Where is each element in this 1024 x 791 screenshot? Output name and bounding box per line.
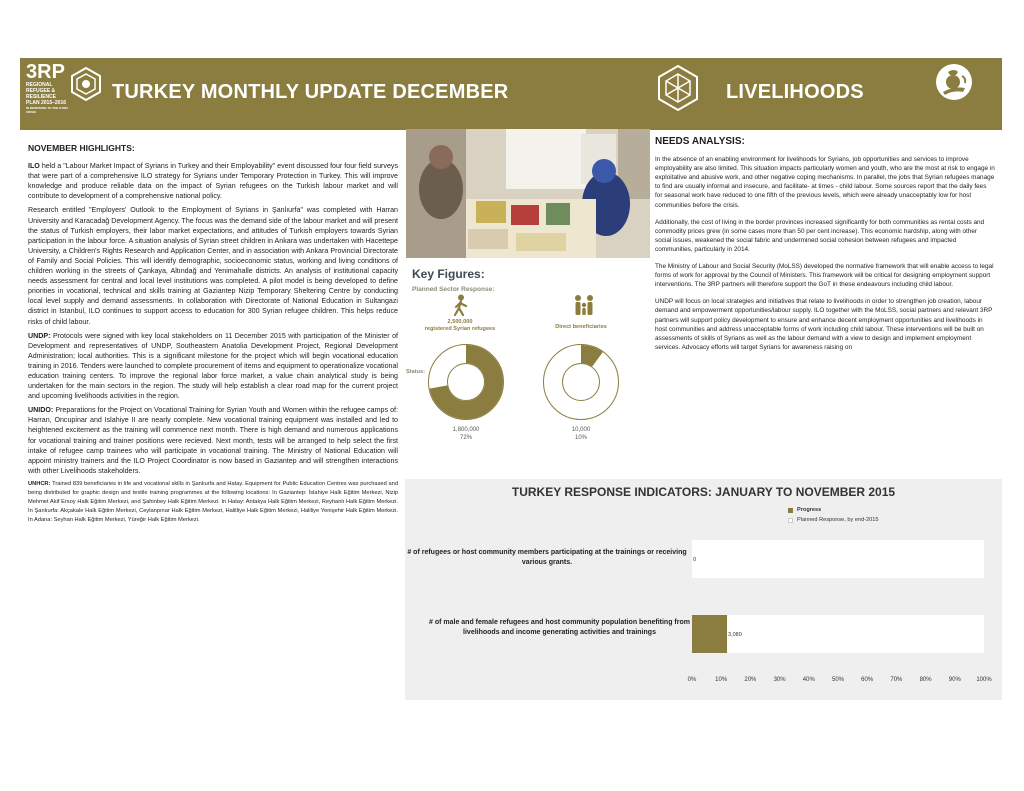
sector-title: LIVELIHOODS	[726, 81, 864, 103]
x-tick-label: 70%	[890, 677, 903, 683]
x-tick-label: 30%	[773, 677, 786, 683]
paragraph-text: held a "Labour Market Impact of Syrians in Turkey and their Employability" event discussed four four field surveys that were part of a comprehensive ILO strategy for Syrians under Temporary Protection in Turkey. This will improve knowledge and produce reliable data on the impact of Syrian refugees on the Turkish labour market and will contribute to development of a comprehensive national policy.	[28, 162, 398, 201]
category-label: # of refugees or host community members participating at the trainings or receiving various grants.	[407, 549, 687, 566]
x-tick-label: 80%	[919, 677, 932, 683]
logo-line: PLAN 2015–2016	[26, 100, 67, 106]
key-figures-subtitle: Planned Sector Response:	[412, 286, 495, 293]
planned-label: registered Syrian refugees	[424, 326, 496, 332]
refugees-status-percent: 72%	[459, 435, 472, 441]
bar-data-label: 0	[693, 557, 697, 563]
livelihoods-icon	[934, 62, 974, 102]
highlights-heading: NOVEMBER HIGHLIGHTS:	[28, 143, 135, 153]
highlight-paragraph	[28, 480, 398, 525]
paragraph-text: Trained 839 beneficiaries in life and vocational skills in Şanlıurfa and Hatay. Equipment for Public Education Centres was purchased and being distributed for graphic design and textile training programmes at the following locations: In Gaziantep: İslahiye Halk Eğitim Merkezi, Nizip Mehmet Akif Ersoy Halk Eğitim Merkezi, and Şahinbey Halk Eğitim Merkezi. In Hatay: Antakya Halk Eğitim Merkezi, Reyhanlı Halk Eğitim Merkezi. In Şanlıurfa: Akçakale Halk Eğitim Merkezi, Ceylanpınar Halk Eğitim Merkezi, Halilliye Halk Eğitim Merkezi, Haliliye Yenişehir Halk Eğitim Merkezi. In Adana: Seyhan Halk Eğitim Merkezi, Yüreğir Halk Eğitim Merkezi.	[28, 480, 398, 524]
x-tick-label: 60%	[861, 677, 874, 683]
agency-label: UNHCR:	[28, 480, 51, 487]
legend-label: Planned Response, by end-2015	[797, 517, 879, 523]
3rp-emblem-icon	[68, 66, 104, 102]
header-banner	[20, 58, 1002, 130]
agency-label: UNIDO:	[28, 406, 54, 415]
legend-label: Progress	[797, 507, 822, 513]
logo-line: RESILIENCE	[26, 94, 57, 100]
refugees-progress-ring	[426, 342, 506, 422]
x-tick-label: 20%	[744, 677, 757, 683]
bar-progress	[692, 615, 727, 653]
highlights-section	[28, 143, 398, 529]
needs-paragraph: UNDP will focus on local strategies and initiatives that relate to livelihoods in order to strengthen job creation, labour demand and empowerment opportunities/labour supply. ILO together with the MoLSS, social partners and relevant 3RP partners will support policy development to ensure and enhance decent employment opportunities and livelihoods in host communities and address unacceptable forms of work including child labour. These interventions will be built on assessments of skills of Syrians as well as the labour demand with a view to design and implement employment services. Advocacy efforts will target Syrians for awareness raising on	[655, 298, 993, 351]
key-figures-title: Key Figures:	[412, 267, 485, 281]
walking-person-icon	[450, 294, 472, 316]
paragraph-text: Preparations for the Project on Vocational Training for Syrian Youth and Women within the refugee camps of: Harran, Oncupinar and Islahiye II are nearly complete. New vocational training equipment was installed and led to heightened excitement as the training will commence next month. There is high demand and numerous applications for vocational training and trainer positions were recieved. Next month, tests will be arranged to help select the first intake of refugee camp trainees who will participate in vocational training. The Ministry of National Education will appoint ministry trainers and the ILO Project Coordinator is now based in Gaziantep and will strengthen interactions with other Livelihoods stakeholders.	[28, 406, 398, 475]
x-tick-label: 0%	[687, 677, 697, 683]
logo-line: REGIONAL	[26, 82, 53, 88]
key-figures-panel	[406, 262, 650, 446]
family-icon	[572, 294, 596, 316]
planned-value: 2,500,000	[447, 319, 473, 325]
needs-paragraph: The Ministry of Labour and Social Security (MoLSS) developed the normative framework that will enable access to legal forms of work for approval by the Council of Ministers. This framework will be critical for designing employment support interventions. The 3RP partners will therefore support the GoT in these endeavours including child labour.	[655, 263, 994, 289]
x-tick-label: 40%	[802, 677, 815, 683]
refugees-status-value: 1,800,000	[452, 427, 480, 433]
photo-illustration	[406, 129, 650, 258]
paragraph-text: Protocols were signed with key local stakeholders on 11 December 2015 with participation of the Minister of Development and representatives of UNDP, Southeastern Anatolia Development Project, Regional Development Administration; local authorities. This is a significant milestone for the project which will begin vocational education training in 2016. Tenders were launched to complete procurement of items and equipment to operationalize vocational education training centers. To improve the regional labor force market, a value chain analytical study is being undertaken for the main sectors in the region. The study will help establish a clear road map for the current project and upcoming livelihoods activities in the region.	[28, 331, 398, 401]
direct-beneficiaries-label: Direct beneficiaries	[555, 324, 607, 330]
needs-paragraph: Additionally, the cost of living in the border provinces increased significantly for both communities as rental costs and commodity prices grew (in some cases more than 50 per cent increase). This economic hardship, along with other social issues, weakened the social fabric and undermined social cohesion between refugees and impacted communities, particularly in 2014.	[655, 218, 985, 253]
highlight-paragraph	[28, 205, 398, 326]
logo-line: REFUGEE &	[26, 88, 56, 94]
beneficiaries-status-percent: 10%	[574, 435, 587, 441]
beneficiaries-progress-ring	[541, 342, 621, 422]
page-title: TURKEY MONTHLY UPDATE DECEMBER	[112, 81, 509, 103]
paragraph-text: Research entitled "Employers' Outlook to the Employment of Syrians in Şanlıurfa" was completed with Harran University and Karacadağ Development Agency. The focus was the demand side of the labour market and will present the status of Turkish employers, their labor market expectations, and attitudes of Turkish employers towards Syrian participation in the labour force. A situation analysis of Syrian street children in Ankara was undertaken with Hacettepe University, a Children's Rights Research and Application Center, and in association with Ankara Provincial Directorate of Family and Social Policies. This will identify demographic, socioeconomic status, working and living conditions of children working in the streets of Çankaya, Altındağ and Yenimahalle districts. An analysis of institutional capacity needs assessment for central and local level institutions was completed. A pilot model is being developed to define priorities in vocational, technical and skills training at Gaziantep Nizip Temporary Sheltering Centre by conducting local level supply and demand assessments. In collaboration with Directorate of National Education in Sultangazi district in Istanbul, ILO continues to support access to education for 300 Syrian refugee children. This helps reduce risks of child labour.	[28, 206, 398, 326]
bar-data-label: 3,080	[728, 632, 742, 638]
bar-planned	[692, 540, 984, 578]
x-tick-label: 10%	[715, 677, 728, 683]
x-tick-label: 50%	[831, 677, 844, 683]
x-tick-label: 100%	[976, 677, 992, 683]
logo-line: IN RESPONSE TO THE SYRIA CRISIS	[26, 106, 69, 114]
highlight-paragraph	[28, 331, 398, 402]
chart-plot-area	[405, 479, 1002, 700]
x-tick-label: 90%	[948, 677, 961, 683]
agency-label: UNDP:	[28, 331, 51, 340]
needs-heading: NEEDS ANALYSIS:	[655, 136, 745, 147]
needs-paragraph: In the absence of an enabling environment for livelihoods for Syrians, job opportunities and services to improve employability are also limited. This situation impacts particularly women and youth, who are the most at risk to engage in exploitative and abusive work, and other negative coping mechanisms. In parallel, the jobs that Syrian refugees manage to find are usually informal and insecure, and facilitate- at times - child labour. Some sources report that the daily fees for seasonal work have reduced to one fifth of the previous levels, which were already unacceptably low for host communities before the crisis.	[655, 156, 995, 209]
highlight-paragraph	[28, 161, 398, 201]
indicators-chart	[405, 479, 1002, 700]
highlight-paragraph	[28, 405, 398, 476]
workshop-photo	[406, 129, 650, 258]
logo-big-text: 3RP	[26, 61, 65, 83]
sector-emblem-icon	[654, 64, 702, 112]
needs-analysis-section	[655, 137, 995, 360]
agency-label: ILO	[28, 162, 40, 171]
chart-title: TURKEY RESPONSE INDICATORS: JANUARY TO NOVEMBER 2015	[511, 485, 896, 499]
beneficiaries-status-value: 10,000	[571, 427, 591, 433]
status-label: Status:	[406, 369, 425, 375]
category-label: # of male and female refugees and host community population benefiting from livelihoods and income generating activities and trainings	[429, 619, 690, 636]
